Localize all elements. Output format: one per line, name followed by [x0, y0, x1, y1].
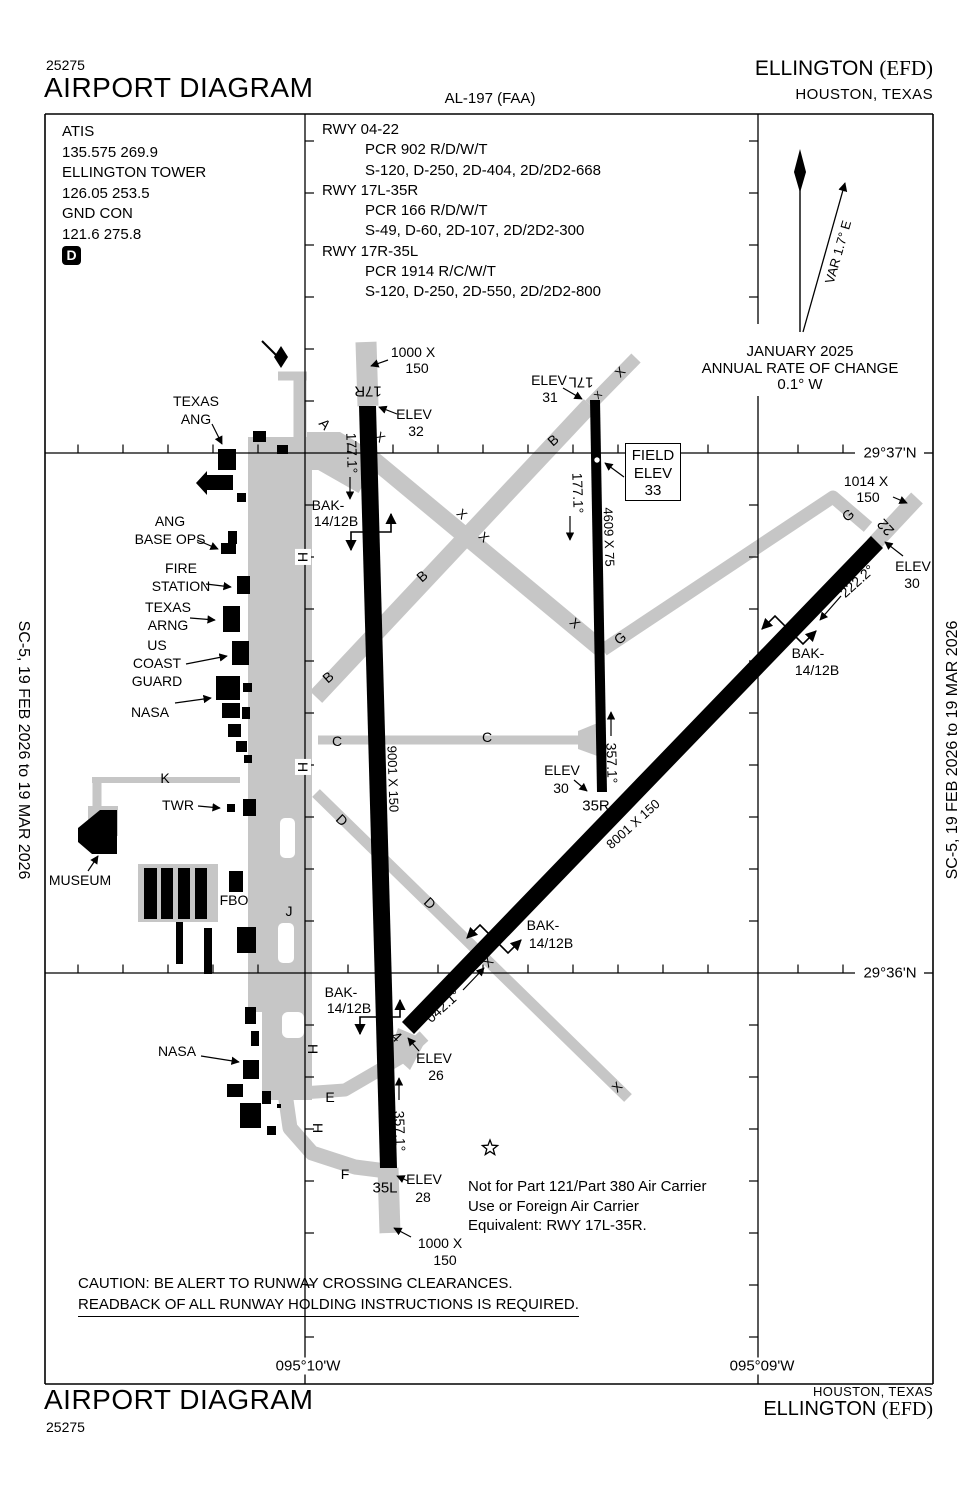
rwy-17l35r-name: RWY 17L-35R [322, 181, 419, 199]
hdg-17l: 177.1° [569, 472, 587, 514]
elev-35l-1: ELEV [406, 1171, 442, 1187]
twy-d-1: D [332, 810, 352, 830]
caution-line2: READBACK OF ALL RUNWAY HOLDING INSTRUCTIONS IS REQUIRED. [78, 1294, 579, 1317]
rwy-0422-pcr: PCR 902 R/D/W/T [365, 141, 488, 159]
bak-04-2: 14/12B [528, 935, 574, 951]
runway-data-table [322, 120, 601, 303]
ang-base-ops-2: BASE OPS [134, 531, 206, 547]
closed-x-4: X [566, 614, 584, 632]
airport-icao: (EFD) [879, 56, 933, 80]
bak-22-1: BAK- [791, 645, 825, 661]
uscg-1: US [147, 637, 167, 653]
texas-arng-1: TEXAS [145, 599, 191, 615]
rwy-35r-label: 35R [582, 797, 610, 815]
elev-22-2: 30 [904, 575, 920, 591]
airport-name-footer [763, 1398, 933, 1421]
twy-c-2: C [481, 729, 493, 745]
closed-x-5: X [611, 363, 629, 381]
overrun-dim-bottom-2: 150 [433, 1252, 457, 1268]
gnd-con-freq: 121.6 275.8 [62, 225, 142, 243]
twy-b-3: B [319, 667, 337, 687]
gnd-con-label: GND CON [62, 205, 133, 222]
closed-x-6: X [592, 389, 605, 402]
twy-d-2: D [420, 893, 440, 913]
elev-04-1: ELEV [416, 1050, 452, 1066]
rwy-17l35r-ratings: S-49, D-60, 2D-107, 2D/2D2-300 [365, 222, 585, 240]
page-title: AIRPORT DIAGRAM [44, 72, 314, 103]
field-elev-line2: ELEV [633, 464, 673, 482]
footer-title: AIRPORT DIAGRAM [44, 1384, 314, 1415]
elev-35l-2: 28 [415, 1189, 431, 1205]
rwy-0422-ratings: S-120, D-250, 2D-404, 2D/2D2-668 [365, 161, 601, 179]
al-number: AL-197 (FAA) [444, 90, 536, 107]
rwy-22-label: 22 [874, 515, 898, 539]
closed-x-3: X [475, 528, 493, 546]
left-margin-effective-dates: SC-5, 19 FEB 2026 to 19 MAR 2026 [15, 620, 32, 880]
bak-04-1: BAK- [526, 917, 560, 933]
right-margin-effective-dates: SC-5, 19 FEB 2026 to 19 MAR 2026 [944, 620, 961, 880]
rwy-17l35r-pcr: PCR 166 R/D/W/T [365, 202, 488, 220]
overrun-dim-bottom-1: 1000 X [417, 1235, 463, 1251]
rwy-0422-name: RWY 04-22 [322, 121, 399, 138]
rwy-17r35l-pcr: PCR 1914 R/C/W/T [365, 263, 496, 281]
elev-17l-1: ELEV [531, 372, 567, 388]
tower-freq: 126.05 253.5 [62, 184, 150, 202]
twy-b-2: B [413, 566, 431, 586]
elev-35r-1: ELEV [544, 762, 580, 778]
twy-f: F [340, 1166, 350, 1182]
airport-name-header [755, 56, 933, 81]
field-elev-line1: FIELD [631, 447, 675, 464]
twy-h-1: H [295, 549, 311, 565]
overrun-dim-top-1: 1000 X [390, 344, 436, 360]
atis-freq: 135.575 269.9 [62, 143, 158, 161]
nasa-north: NASA [130, 704, 170, 720]
elev-22-1: ELEV [895, 558, 931, 574]
part121-note [468, 1177, 706, 1236]
texas-ang-1: TEXAS [173, 393, 219, 409]
part121-note-line2: Use or Foreign Air Carrier [468, 1197, 639, 1215]
twy-h-2: H [295, 759, 311, 775]
rwy-17r35l-ratings: S-120, D-250, 2D-550, 2D/2D2-800 [365, 283, 601, 301]
hdg-04: 042.1° [422, 986, 464, 1026]
variation-date: JANUARY 2025 [746, 343, 854, 360]
airport-icao: (EFD) [881, 1398, 933, 1420]
texas-ang-2: ANG [180, 411, 212, 427]
closed-x-1: X [371, 428, 389, 446]
twy-k: K [160, 770, 170, 786]
rate-of-change-value: 0.1° W [777, 376, 823, 393]
field-elev-value: 33 [644, 482, 662, 499]
tower-label: ELLINGTON TOWER [62, 164, 207, 181]
fire-station-2: STATION [151, 578, 211, 594]
city-footer: HOUSTON, TEXAS [813, 1384, 933, 1399]
twy-g-1: G [610, 628, 630, 648]
caution-note [78, 1273, 579, 1317]
hdg-22: 222.2° [836, 561, 878, 601]
rwy-0422-dim: 8001 X 150 [603, 796, 663, 852]
variation-label: VAR 1.7° E [821, 218, 855, 286]
twr: TWR [162, 797, 194, 813]
uscg-2: COAST [132, 655, 182, 671]
twy-b-1: B [544, 430, 562, 450]
ang-base-ops-1: ANG [154, 513, 186, 529]
twy-g-2: G [838, 505, 858, 525]
chart-number-bottom: 25275 [46, 1419, 85, 1435]
fire-station-1: FIRE [165, 560, 197, 576]
fbo: FBO [219, 892, 249, 908]
bak-17r-2: 14/12B [313, 513, 359, 529]
rwy-17l35r-dim: 4609 X 75 [600, 507, 618, 567]
twy-h-4: H [310, 1122, 326, 1134]
atis-label: ATIS [62, 123, 95, 140]
closed-x-7: X [479, 953, 497, 971]
magnetic-variation-note [700, 344, 900, 394]
airport-name: ELLINGTON [754, 57, 880, 80]
rwy-17r-label: 17R [354, 382, 382, 400]
rwy-17l-label: 17L [568, 373, 594, 391]
bak-22-2: 14/12B [794, 662, 840, 678]
closed-x-8: X [608, 1078, 626, 1096]
overrun-dim-top-2: 150 [405, 360, 429, 376]
elev-17r-1: ELEV [396, 406, 432, 422]
part121-note-line3: Equivalent: RWY 17L-35R. [468, 1217, 647, 1234]
field-elev-box [625, 443, 681, 501]
twy-j: J [285, 903, 293, 919]
bak-35l-2: 14/12B [326, 1000, 372, 1016]
twy-h-3: H [305, 1043, 321, 1055]
lat-29-36: 29°36'N [860, 965, 919, 982]
hdg-17r: 177.1° [343, 432, 361, 474]
texas-arng-2: ARNG [147, 617, 189, 633]
elev-17r-2: 32 [408, 423, 424, 439]
elev-17l-2: 31 [542, 389, 558, 405]
rwy-17r35l-name: RWY 17R-35L [322, 242, 419, 260]
airport-name: ELLINGTON [763, 1398, 882, 1420]
atis-d-symbol: D [62, 246, 81, 265]
overrun-dim-ne-1: 1014 X [843, 473, 889, 489]
lon-095-09: 095°09'W [727, 1358, 798, 1375]
bak-35l-1: BAK- [324, 984, 358, 1000]
hdg-35l: 357.1° [391, 1110, 409, 1152]
city-header: HOUSTON, TEXAS [795, 86, 933, 103]
rwy-17r35l-dim: 9001 X 150 [384, 745, 402, 813]
uscg-3: GUARD [131, 673, 183, 689]
chart-number-top: 25275 [46, 57, 85, 73]
museum: MUSEUM [48, 872, 112, 888]
rate-of-change-label: ANNUAL RATE OF CHANGE [701, 359, 899, 377]
hdg-35r: 357.1° [603, 742, 621, 784]
nasa-south: NASA [157, 1043, 197, 1059]
elev-35r-2: 30 [553, 780, 569, 796]
bak-17r-1: BAK- [311, 497, 345, 513]
comm-box [62, 122, 206, 245]
rwy-35l-label: 35L [372, 1179, 398, 1197]
twy-e: E [325, 1089, 335, 1105]
twy-a: A [315, 415, 335, 433]
caution-line1: CAUTION: BE ALERT TO RUNWAY CROSSING CLEARANCES. [78, 1275, 513, 1292]
lat-29-37: 29°37'N [860, 445, 919, 462]
part121-note-line1: Not for Part 121/Part 380 Air Carrier [468, 1178, 707, 1195]
elev-04-2: 26 [428, 1067, 444, 1083]
twy-c-1: C [331, 733, 343, 749]
lon-095-10: 095°10'W [273, 1358, 344, 1375]
closed-x-2: X [453, 505, 471, 523]
overrun-dim-ne-2: 150 [856, 489, 880, 505]
rwy-4-label: 4 [387, 1028, 405, 1046]
